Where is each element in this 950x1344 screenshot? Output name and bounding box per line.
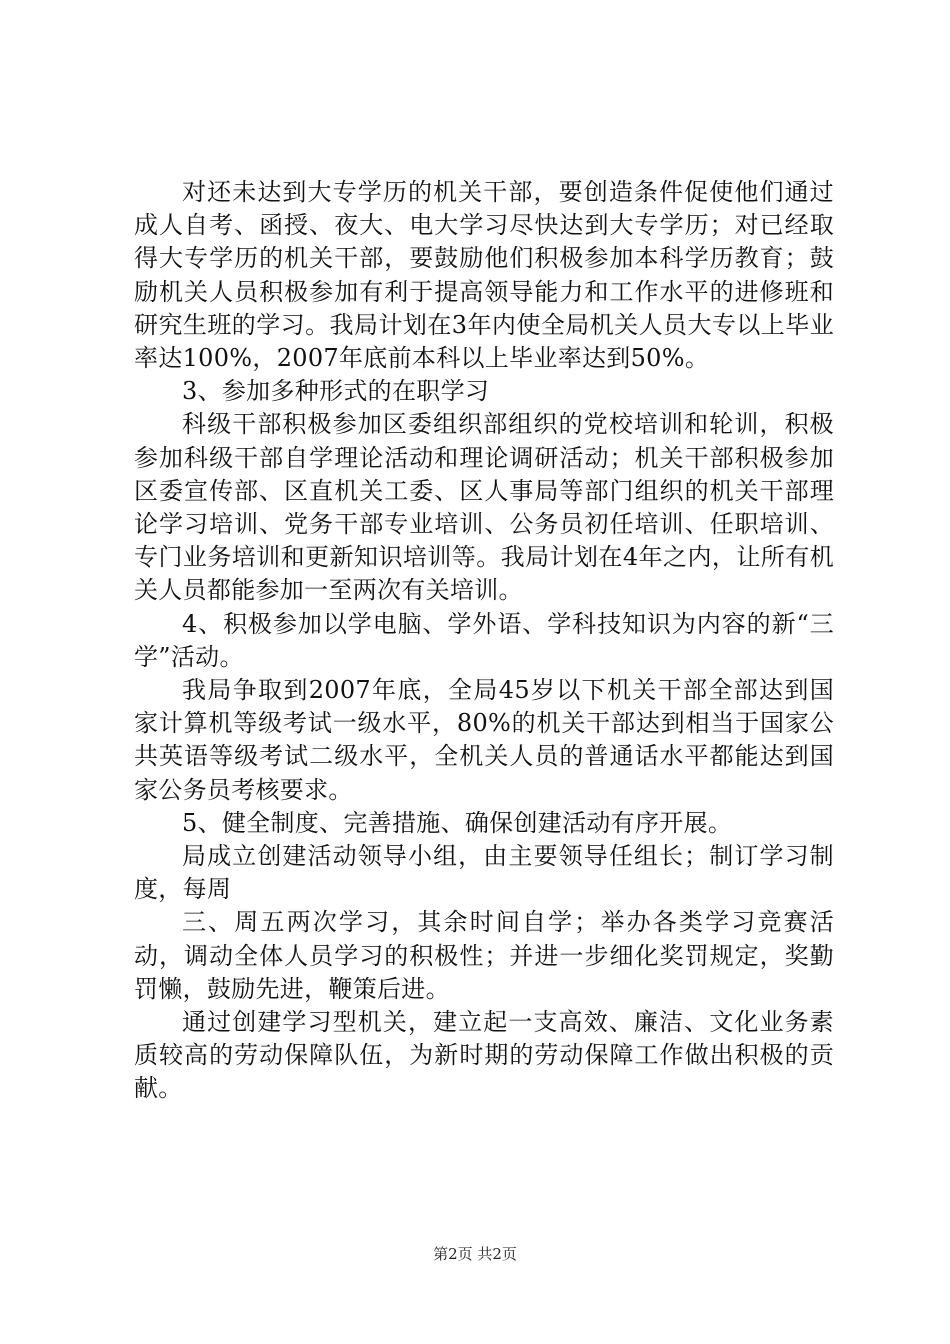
paragraph-2007-goals: 我局争取到2007年底，全局45岁以下机关干部全部达到国家计算机等级考试一级水平，80%的机关干部达到相当于国家公共英语等级考试二级水平，全机关人员的普通话水平都能达到国家公务员考核要求。 <box>134 676 834 804</box>
paragraph-leading-group: 局成立创建活动领导小组，由主要领导任组长；制订学习制度，每周 <box>134 842 834 904</box>
heading-in-service-learning: 3、参加多种形式的在职学习 <box>182 377 490 406</box>
heading-system-measures: 5、健全制度、完善措施、确保创建活动有序开展。 <box>182 808 733 837</box>
paragraph-training-plan: 科级干部积极参加区委组织部组织的党校培训和轮训，积极参加科级干部自学理论活动和理论调研活动；机关干部积极参加区委宣传部、区直机关工委、区人事局等部门组织的机关干部理论学习培训、党务干部专业培训、公务员初任培训、任职培训、专门业务培训和更新知识培训等。我局计划在4年之内，让所有机关人员都能参加一至两次有关培训。 <box>134 410 834 605</box>
paragraph-education-upgrade: 对还未达到大专学历的机关干部，要创造条件促使他们通过成人自考、函授、夜大、电大学习尽快达到大专学历；对已经取得大专学历的机关干部，要鼓励他们积极参加本科学历教育；鼓励机关人员积极参加有利于提高领导能力和工作水平的进修班和研究生班的学习。我局计划在3年内使全局机关人员大专以上毕业率达100%，2007年底前本科以上毕业率达到50%。 <box>134 178 834 373</box>
heading-three-learnings: 4、积极参加以学电脑、学外语、学科技知识为内容的新“三学”活动。 <box>134 609 834 671</box>
page-number-footer: 第2页 共2页 <box>433 1245 517 1263</box>
paragraph-study-schedule: 三、周五两次学习，其余时间自学；举办各类学习竞赛活动，调动全体人员学习的积极性；并进一步细化奖罚规定，奖勤罚懒，鼓励先进，鞭策后进。 <box>134 908 834 1003</box>
paragraph-conclusion: 通过创建学习型机关，建立起一支高效、廉洁、文化业务素质较高的劳动保障队伍，为新时期的劳动保障工作做出积极的贡献。 <box>134 1008 834 1103</box>
document-body <box>134 176 834 1106</box>
